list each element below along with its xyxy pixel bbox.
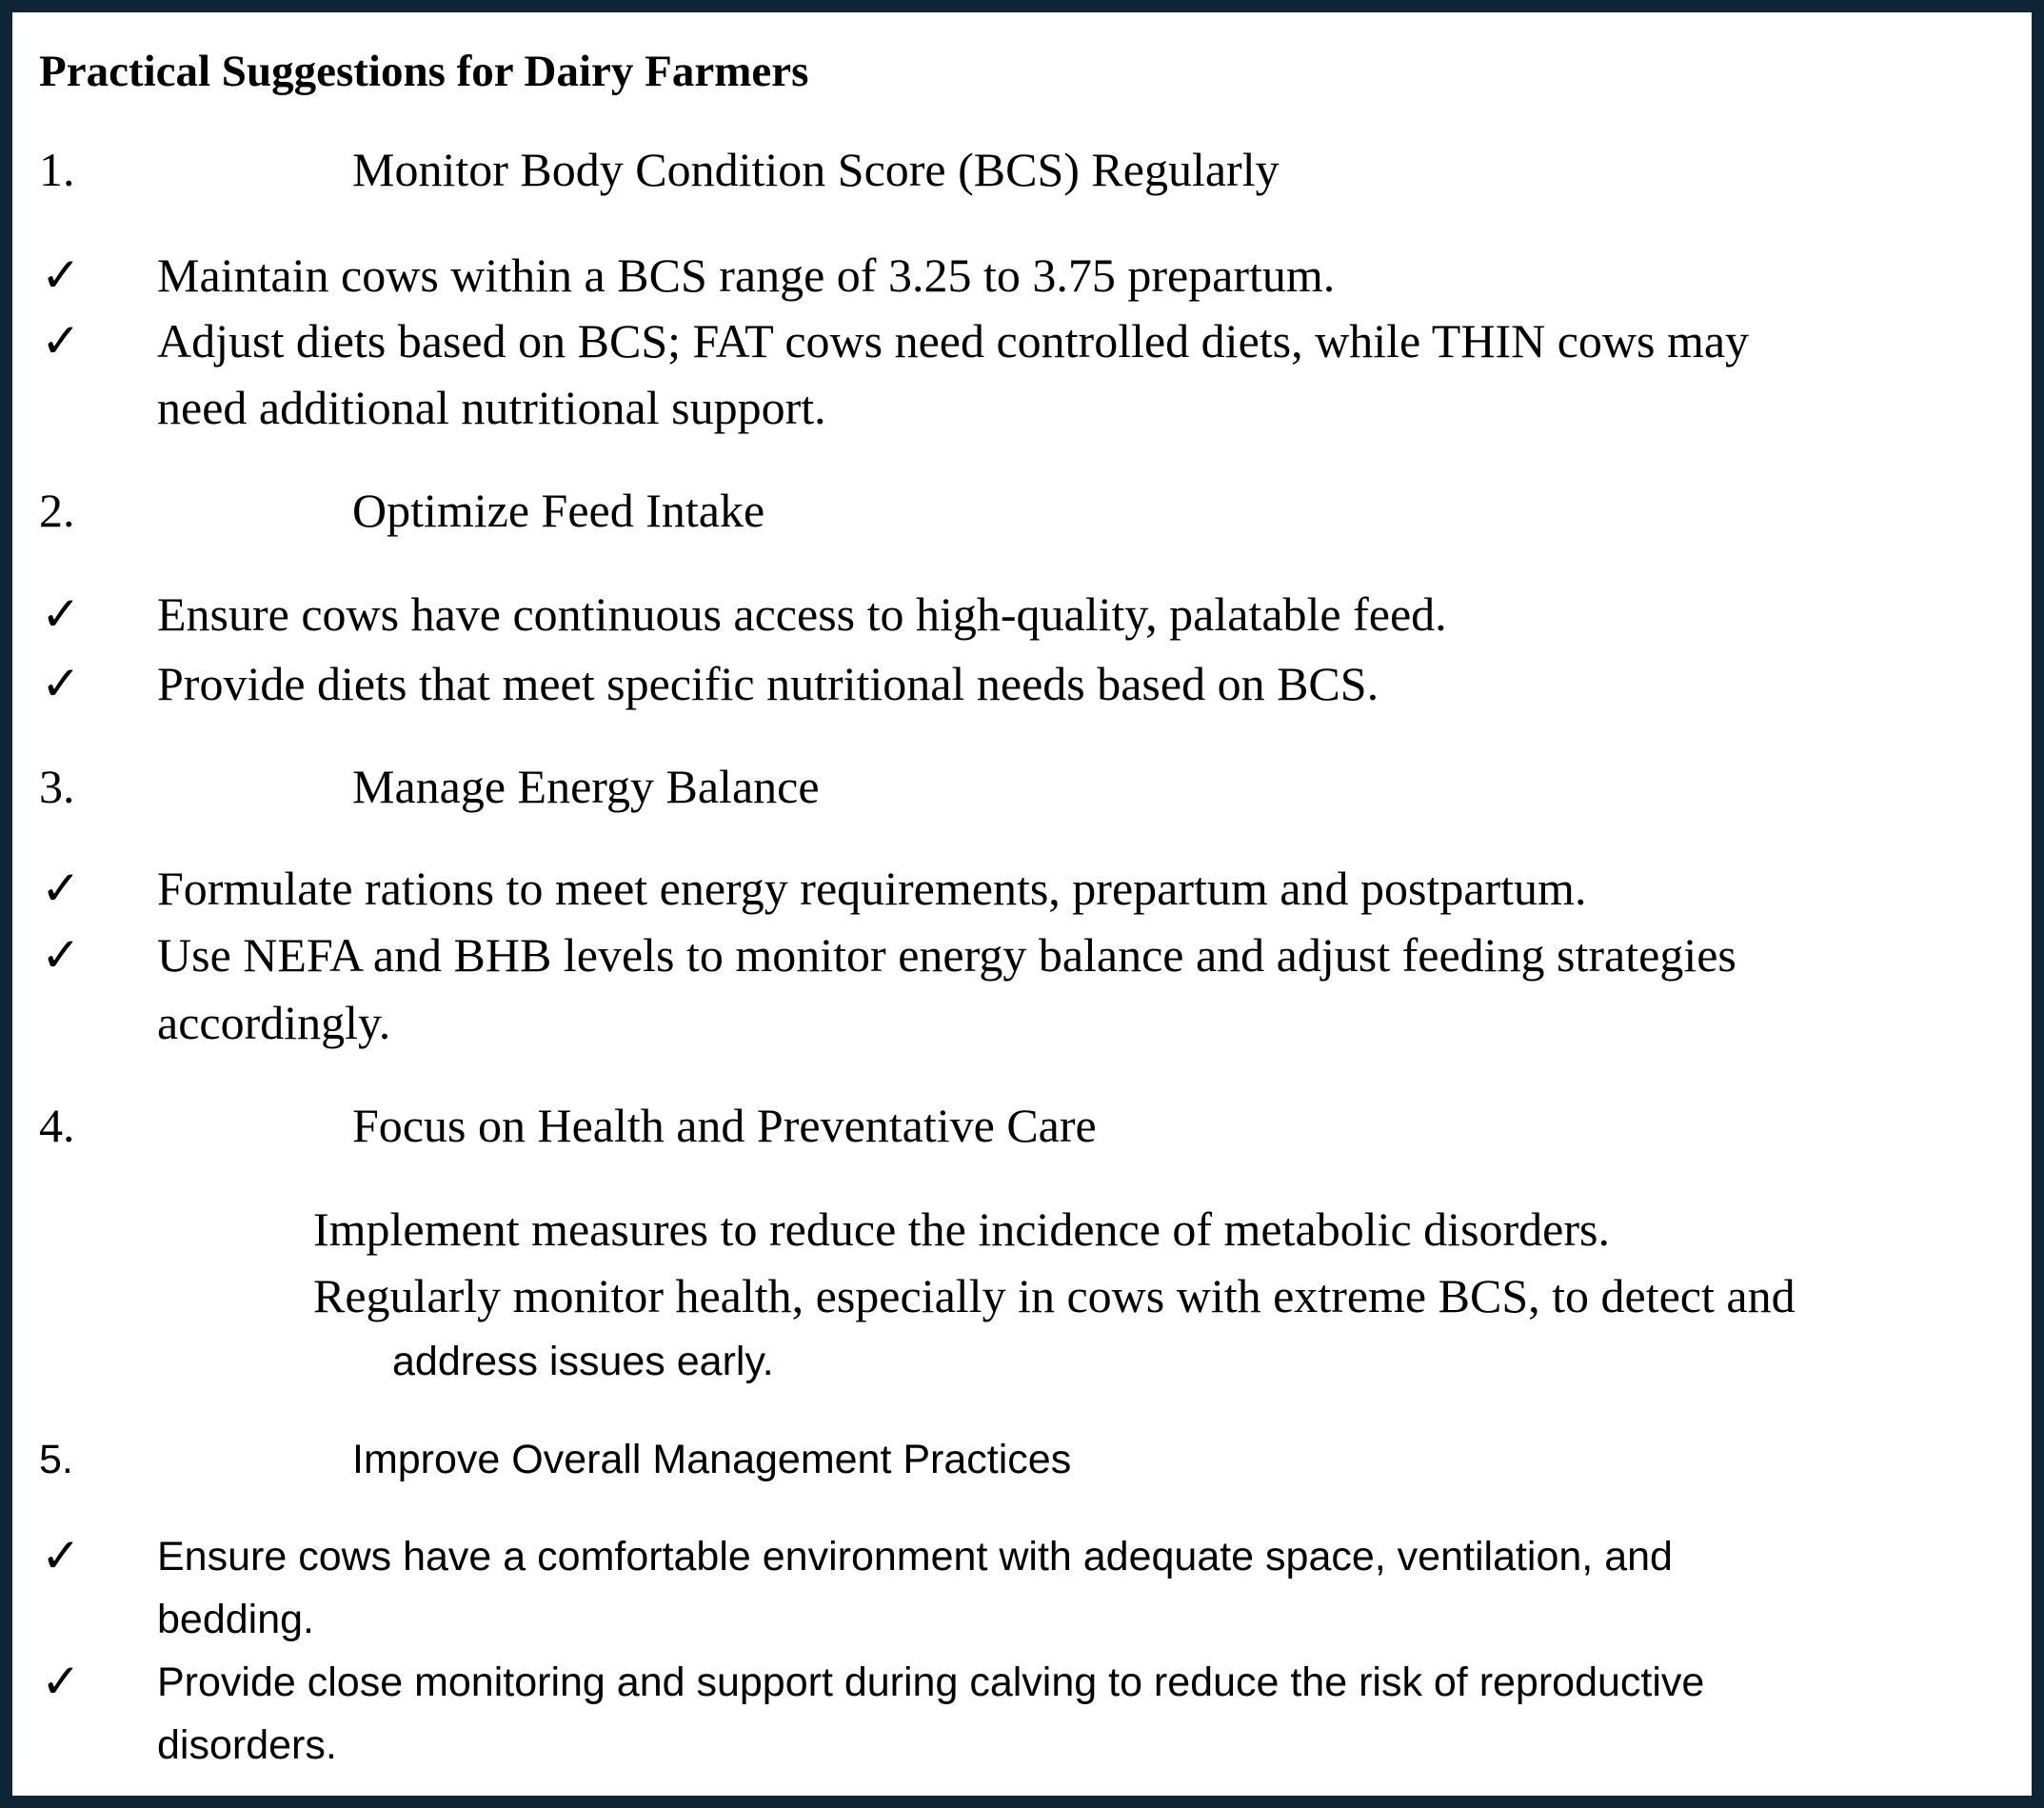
section-2-number: 2.: [39, 484, 75, 537]
section-1-item-2: Adjust diets based on BCS; FAT cows need controlled diets, while THIN cows may: [157, 314, 1750, 368]
section-4-item-2-cont: address issues early.: [392, 1339, 774, 1384]
section-3-item-2: Use NEFA and BHB levels to monitor energy balance and adjust feeding strategies: [157, 928, 1736, 982]
section-1-item-2-cont: need additional nutritional support.: [157, 381, 826, 434]
check-icon: ✓: [41, 862, 81, 915]
section-1-heading: Monitor Body Condition Score (BCS) Regularly: [352, 143, 1280, 196]
section-2-heading: Optimize Feed Intake: [352, 484, 765, 537]
check-icon: ✓: [41, 928, 81, 982]
section-5-item-2: Provide close monitoring and support during calving to reduce the risk of reproductive: [157, 1659, 1705, 1705]
document-title: Practical Suggestions for Dairy Farmers: [39, 47, 809, 96]
check-icon: ✓: [41, 1529, 81, 1582]
section-5-item-1: Ensure cows have a comfortable environment with adequate space, ventilation, and: [157, 1534, 1673, 1580]
section-4-number: 4.: [39, 1099, 75, 1152]
check-icon: ✓: [41, 587, 81, 641]
section-2-item-1: Ensure cows have continuous access to high-quality, palatable feed.: [157, 587, 1447, 641]
check-icon: ✓: [41, 248, 81, 302]
section-2-item-2: Provide diets that meet specific nutritional needs based on BCS.: [157, 657, 1379, 710]
section-1-item-1: Maintain cows within a BCS range of 3.25 to 3.75 prepartum.: [157, 248, 1336, 302]
section-4-item-1: Implement measures to reduce the incidence of metabolic disorders.: [313, 1202, 1610, 1256]
check-icon: ✓: [41, 314, 81, 368]
section-4-heading: Focus on Health and Preventative Care: [352, 1099, 1097, 1152]
section-3-item-2-cont: accordingly.: [157, 996, 391, 1049]
section-3-item-1: Formulate rations to meet energy requirements, prepartum and postpartum.: [157, 862, 1587, 915]
check-icon: ✓: [41, 657, 81, 710]
section-5-number: 5.: [39, 1437, 73, 1482]
section-5-item-1-cont: bedding.: [157, 1597, 314, 1642]
section-5-heading: Improve Overall Management Practices: [352, 1437, 1072, 1482]
section-4-item-2: Regularly monitor health, especially in cows with extreme BCS, to detect and: [313, 1269, 1796, 1322]
section-3-number: 3.: [39, 760, 75, 813]
check-icon: ✓: [41, 1655, 81, 1708]
section-3-heading: Manage Energy Balance: [352, 760, 820, 813]
section-1-number: 1.: [39, 143, 75, 196]
section-5-item-2-cont: disorders.: [157, 1722, 337, 1768]
